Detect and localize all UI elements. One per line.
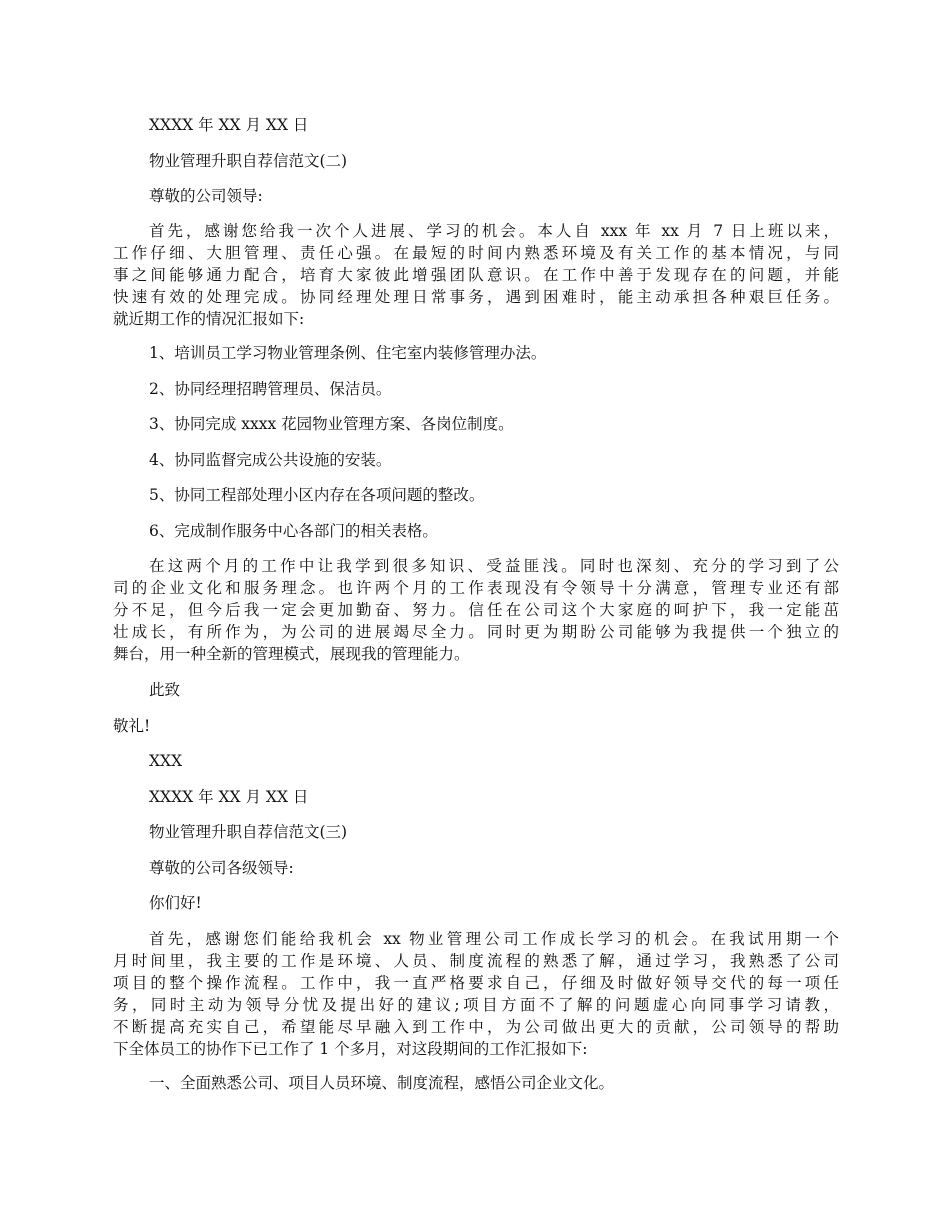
paragraph-line: 事之间能够通力配合，培育大家彼此增强团队意识。在工作中善于发现存在的问题，并能 bbox=[113, 266, 839, 284]
list-item: 1、培训员工学习物业管理条例、住宅室内装修管理办法。 bbox=[149, 344, 547, 362]
paragraph-line: 就近期工作的情况汇报如下: bbox=[113, 310, 305, 328]
date-line: XXXX 年 XX 月 XX 日 bbox=[149, 116, 309, 134]
paragraph-line: 不断提高充实自己，希望能尽早融入到工作中，为公司做出更大的贡献，公司领导的帮助 bbox=[113, 1018, 839, 1036]
list-item: 3、协同完成 xxxx 花园物业管理方案、各岗位制度。 bbox=[149, 415, 514, 433]
paragraph-line: 工作仔细、大胆管理、责任心强。在最短的时间内熟悉环境及有关工作的基本情况，与同 bbox=[113, 244, 839, 262]
paragraph-line: 快速有效的处理完成。协同经理处理日常事务，遇到困难时，能主动承担各种艰巨任务。 bbox=[113, 288, 839, 306]
section-title: 物业管理升职自荐信范文(三) bbox=[149, 823, 348, 841]
paragraph-line: 项目的整个操作流程。工作中，我一直严格要求自己，仔细及时做好领导交代的每一项任 bbox=[113, 974, 839, 992]
paragraph-line: 下全体员工的协作下已工作了 1 个多月，对这段期间的工作汇报如下: bbox=[113, 1040, 588, 1058]
date-line: XXXX 年 XX 月 XX 日 bbox=[149, 788, 309, 806]
body-paragraph bbox=[113, 555, 839, 665]
closing-line: 敬礼! bbox=[113, 717, 151, 735]
salutation: 尊敬的公司领导: bbox=[149, 187, 263, 205]
salutation: 尊敬的公司各级领导: bbox=[149, 859, 294, 877]
paragraph-line: 在这两个月的工作中让我学到很多知识、受益匪浅。同时也深刻、充分的学习到了公 bbox=[149, 557, 839, 575]
body-paragraph bbox=[113, 928, 839, 1060]
paragraph-line: 首先，感谢您们能给我机会 xx 物业管理公司工作成长学习的机会。在我试用期一个 bbox=[149, 930, 839, 948]
paragraph-line: 首先，感谢您给我一次个人进展、学习的机会。本人自 xxx 年 xx 月 7 日上班以来， bbox=[149, 222, 839, 240]
paragraph-line: 壮成长，有所作为，为公司的进展竭尽全力。同时更为期盼公司能够为我提供一个独立的 bbox=[113, 623, 839, 641]
list-item: 6、完成制作服务中心各部门的相关表格。 bbox=[149, 522, 438, 540]
list-item: 4、协同监督完成公共设施的安装。 bbox=[149, 451, 392, 469]
list-item: 一、全面熟悉公司、项目人员环境、制度流程，感悟公司企业文化。 bbox=[149, 1074, 615, 1092]
paragraph-line: 务，同时主动为领导分忧及提出好的建议;项目方面不了解的问题虚心向同事学习请教， bbox=[113, 996, 839, 1014]
paragraph-line: 月时间里，我主要的工作是环境、人员、制度流程的熟悉了解，通过学习，我熟悉了公司 bbox=[113, 952, 839, 970]
closing-line: 此致 bbox=[149, 681, 181, 699]
list-item: 2、协同经理招聘管理员、保洁员。 bbox=[149, 380, 392, 398]
paragraph-line: 舞台，用一种全新的管理模式，展现我的管理能力。 bbox=[113, 645, 470, 663]
section-title: 物业管理升职自荐信范文(二) bbox=[149, 152, 348, 170]
body-paragraph bbox=[113, 220, 839, 330]
greeting: 你们好! bbox=[149, 894, 202, 912]
paragraph-line: 分不足，但今后我一定会更加勤奋、努力。信任在公司这个大家庭的呵护下，我一定能茁 bbox=[113, 601, 839, 619]
paragraph-line: 司的企业文化和服务理念。也许两个月的工作表现没有令领导十分满意，管理专业还有部 bbox=[113, 579, 839, 597]
signature: XXX bbox=[149, 752, 183, 770]
list-item: 5、协同工程部处理小区内存在各项问题的整改。 bbox=[149, 486, 485, 504]
